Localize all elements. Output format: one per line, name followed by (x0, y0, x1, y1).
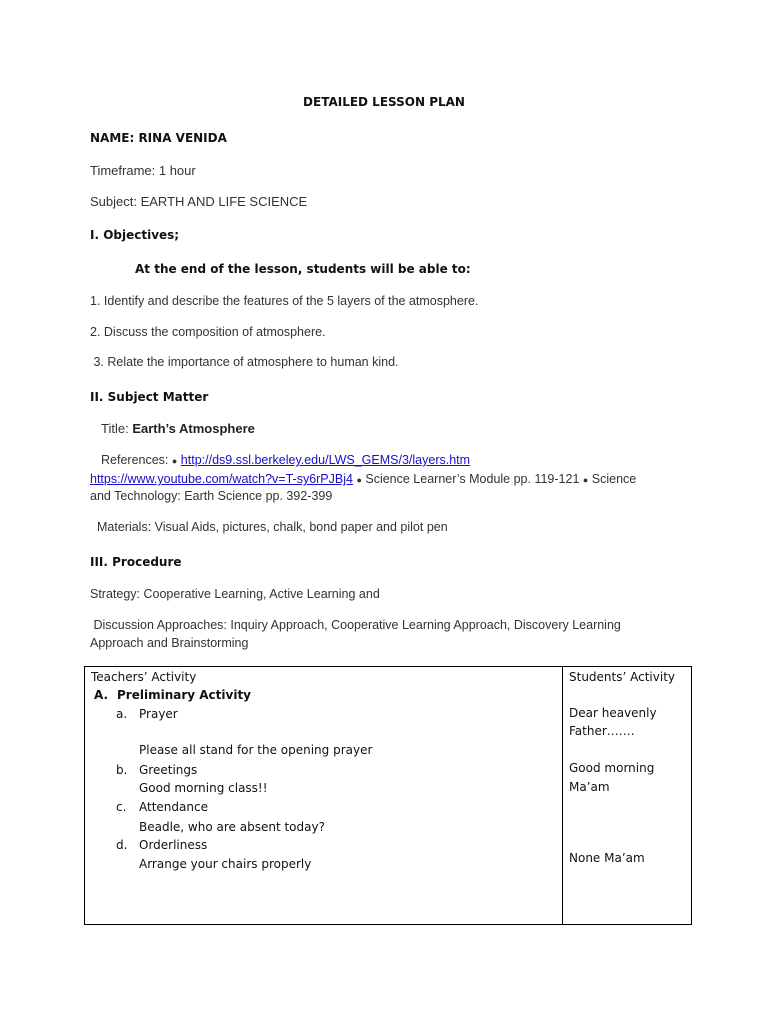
item-detail-attendance: Beadle, who are absent today? (139, 820, 325, 834)
objective-item: 3. Relate the importance of atmosphere to human kind. (90, 355, 399, 369)
item-marker: c. (116, 800, 127, 814)
bullet-icon: ● (356, 475, 362, 485)
objective-item: 1. Identify and describe the features of the 5 layers of the atmosphere. (90, 294, 479, 308)
item-label-greetings: Greetings (139, 763, 198, 777)
section-a-label: Preliminary Activity (117, 688, 251, 702)
reference-link-berkeley[interactable]: http://ds9.ssl.berkeley.edu/LWS_GEMS/3/layers.htm (180, 453, 471, 467)
teachers-activity-header: Teachers’ Activity (91, 670, 197, 684)
timeframe-line: Timeframe: 1 hour (90, 163, 196, 178)
procedure-heading: III. Procedure (90, 555, 182, 569)
name-line: NAME: RINA VENIDA (90, 131, 227, 145)
references-line-3: and Technology: Earth Science pp. 392-399 (90, 489, 333, 503)
references-label: References: (101, 453, 172, 467)
item-label-attendance: Attendance (139, 800, 208, 814)
item-marker: b. (116, 763, 128, 777)
objective-item: 2. Discuss the composition of atmosphere. (90, 325, 326, 339)
materials-line: Materials: Visual Aids, pictures, chalk, bond paper and pilot pen (97, 520, 448, 534)
objectives-heading: I. Objectives; (90, 228, 180, 242)
bullet-icon: ● (582, 475, 589, 485)
item-label-orderliness: Orderliness (139, 838, 208, 852)
strategy-line: Strategy: Cooperative Learning, Active Learning and (90, 587, 380, 601)
item-label-prayer: Prayer (139, 707, 178, 721)
item-marker: d. (116, 838, 128, 852)
student-response-prayer-1: Dear heavenly (569, 706, 657, 720)
references-line-2 (90, 472, 636, 486)
objectives-intro: At the end of the lesson, students will be able to: (135, 262, 471, 276)
item-detail-greetings: Good morning class!! (139, 781, 268, 795)
subject-matter-heading: II. Subject Matter (90, 390, 209, 404)
bullet-icon: ● (171, 456, 178, 466)
student-response-greeting-2: Ma’am (569, 780, 610, 794)
students-activity-header: Students’ Activity (569, 670, 675, 684)
lesson-title-line (101, 421, 255, 436)
document-title: DETAILED LESSON PLAN (303, 95, 465, 109)
item-detail-prayer: Please all stand for the opening prayer (139, 743, 373, 757)
table-column-divider (562, 667, 563, 924)
lesson-title-label: Title: (101, 421, 133, 436)
reference-science: Science (588, 472, 637, 486)
section-a-marker: A. (94, 688, 109, 702)
reference-module: Science Learner’s Module pp. 119-121 (361, 472, 583, 486)
item-marker: a. (116, 707, 128, 721)
subject-line: Subject: EARTH AND LIFE SCIENCE (90, 194, 308, 209)
activity-table (84, 666, 692, 925)
student-response-attendance: None Ma’am (569, 851, 645, 865)
discussion-line-2: Approach and Brainstorming (90, 636, 249, 650)
student-response-greeting-1: Good morning (569, 761, 655, 775)
item-detail-orderliness: Arrange your chairs properly (139, 857, 312, 871)
discussion-line-1: Discussion Approaches: Inquiry Approach, Cooperative Learning Approach, Discovery Learning (90, 618, 621, 632)
references-line-1 (101, 453, 470, 467)
lesson-title-value: Earth’s Atmosphere (132, 421, 255, 436)
student-response-prayer-2: Father……. (569, 724, 635, 738)
reference-link-youtube[interactable]: https://www.youtube.com/watch?v=T-sy6rPJBj4 (90, 472, 353, 486)
